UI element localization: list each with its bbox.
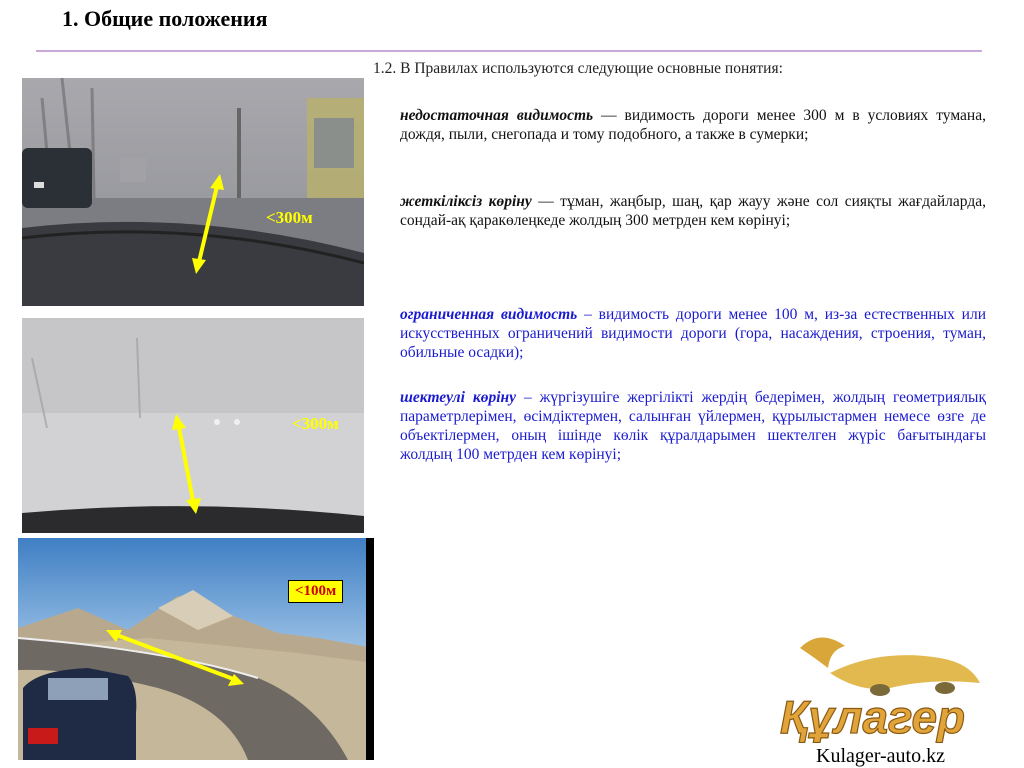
distance-label-boxed: <100м [288, 580, 343, 603]
distance-label: <300м [266, 208, 313, 227]
photo-dense-fog [22, 318, 364, 533]
definition-text: — видимость дороги менее 300 м в условиях тумана, дождя, пыли, снегопада и тому подобного, а также в сумерки; [400, 107, 986, 143]
definition-paragraph [400, 106, 986, 144]
definition-term: жеткіліксіз көріну [400, 193, 532, 210]
definition-paragraph [400, 192, 986, 230]
definition-paragraph [400, 388, 986, 464]
intro-text: 1.2. В Правилах используются следующие основные понятия: [373, 60, 783, 77]
definition-term: ограниченная видимость [400, 306, 578, 323]
distance-arrow-icon [168, 414, 208, 514]
brand-logo [770, 628, 1000, 743]
definition-term: недостаточная видимость [400, 107, 594, 124]
distance-arrow-icon [106, 628, 246, 688]
definition-paragraph [400, 305, 986, 362]
site-url: Kulager-auto.kz [816, 745, 945, 767]
definition-text: — тұман, жаңбыр, шаң, қар жауу және сол сияқты жағдайларда, сондай-ақ қаракөлеңкеде жолдың 300 метрден кем көрінуі; [400, 193, 986, 229]
photo-mountain-curve [18, 538, 374, 760]
horse-car-icon [770, 628, 1000, 743]
definition-term: шектеулі көріну [400, 389, 516, 406]
distance-label: <300м [292, 414, 339, 433]
definition-text: – видимость дороги менее 100 м, из-за естественных или искусственных ограничений видимости дороги (гора, насаждения, строения, туман, обильные осадки); [400, 306, 986, 361]
page-title: 1. Общие положения [62, 6, 268, 31]
definition-text: – жүргізушіге жергілікті жердің бедерімен, жолдың геометриялық параметрлерімен, өсімдіктермен, салынған үйлермен, құрылыстармен немесе өзге де объектілермен, оның ішінде көлік құралдарымен шектелген жүріс бағытындағы жолдың 100 метрден кем көрінуі; [400, 389, 986, 463]
distance-arrow-icon [188, 174, 228, 274]
title-divider [36, 50, 982, 52]
logo-brand-text: Құлагер [780, 691, 966, 743]
photo-fog-street [22, 78, 364, 306]
